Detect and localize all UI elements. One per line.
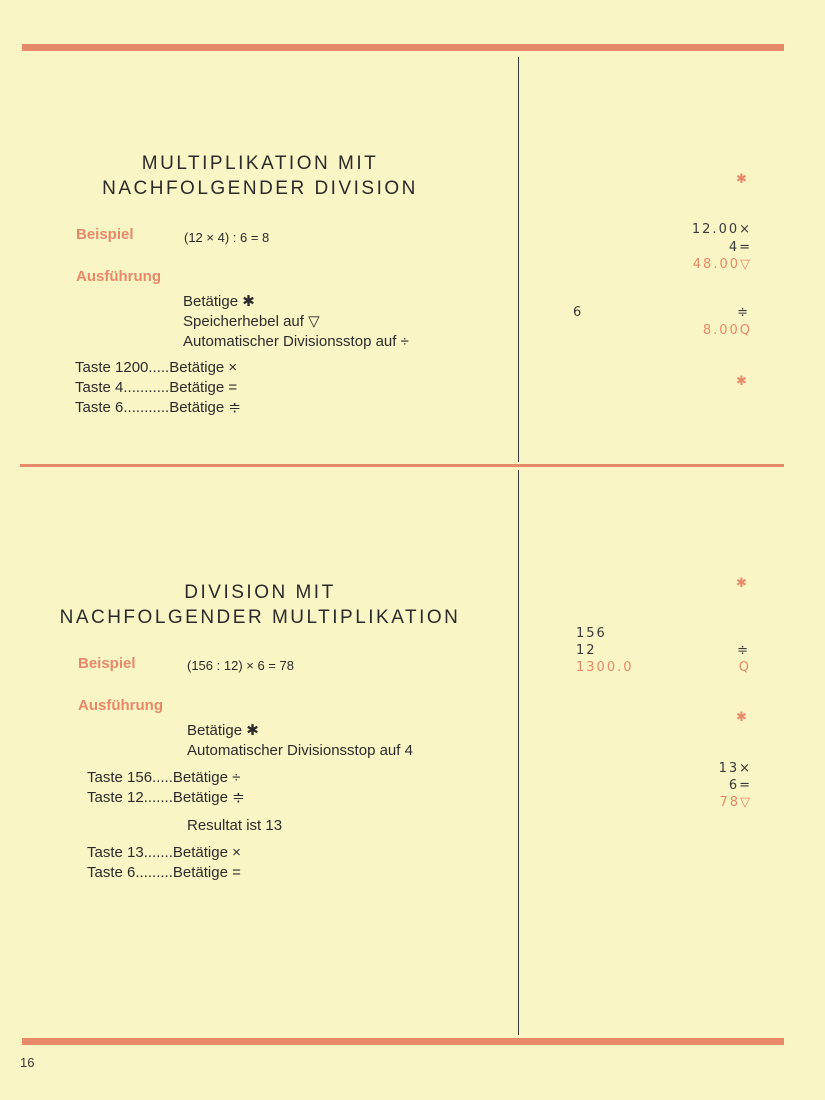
section1-step-4: Taste 1200.....Betätige × (75, 359, 238, 376)
section1-title (40, 151, 480, 201)
tape2-line-78: 78▽ (719, 795, 752, 810)
section2-step-1: Betätige ✱ (187, 722, 259, 739)
page-number: 16 (20, 1055, 35, 1070)
section2-example-label: Beispiel (78, 655, 136, 672)
section2-example-formula: (156 : 12) × 6 = 78 (187, 658, 294, 673)
tape2-star-icon-2: ✱ (736, 710, 749, 725)
section2-step-7: Taste 6.........Betätige = (87, 864, 241, 881)
section1-step-6: Taste 6...........Betätige ≑ (75, 399, 241, 416)
section1-title-line1: MULTIPLIKATION MIT (141, 153, 379, 174)
section2-step-5: Resultat ist 13 (187, 817, 283, 834)
tape2-div-sign: ≑ (737, 643, 750, 658)
section2-step-4: Taste 12.......Betätige ≑ (87, 789, 245, 806)
tape1-div-sign: ≑ (737, 305, 750, 320)
section2-title-line1: DIVISION MIT (184, 582, 336, 603)
tape1-left-6: 6 (573, 305, 584, 320)
middle-rule (20, 464, 784, 467)
section2-step-2: Automatischer Divisionsstop auf 4 (187, 742, 413, 759)
top-rule (22, 44, 784, 51)
tape2-line-156: 156 (576, 626, 607, 641)
section1-example-label: Beispiel (76, 226, 134, 243)
tape1-line-800: 8.00Q (702, 323, 752, 338)
tape2-line-6: 6= (728, 778, 752, 793)
section1-execution-label: Ausführung (76, 268, 161, 285)
section1-step-3: Automatischer Divisionsstop auf ÷ (183, 333, 409, 350)
tape2-line-1300: 1300.0 (576, 660, 634, 675)
section2-execution-label: Ausführung (78, 697, 163, 714)
column-divider-bottom (518, 470, 519, 1035)
tape1-star-icon-2: ✱ (736, 374, 749, 389)
bottom-rule (22, 1038, 784, 1045)
section1-step-5: Taste 4...........Betätige = (75, 379, 238, 396)
tape1-line-1200: 12.00× (691, 222, 752, 237)
section1-step-1: Betätige ✱ (183, 293, 255, 310)
tape2-line-13: 13× (718, 761, 752, 776)
section1-title-line2: NACHFOLGENDER DIVISION (102, 178, 418, 199)
section2-step-3: Taste 156.....Betätige ÷ (87, 769, 241, 786)
tape1-star-icon: ✱ (736, 172, 749, 187)
tape1-line-4800: 48.00▽ (692, 257, 752, 272)
tape1-line-4: 4= (728, 240, 752, 255)
tape2-q: Q (738, 660, 751, 675)
column-divider-top (518, 57, 519, 462)
section2-title-line2: NACHFOLGENDER MULTIPLIKATION (59, 607, 461, 628)
tape2-star-icon: ✱ (736, 576, 749, 591)
tape2-line-12: 12 (576, 643, 597, 658)
section2-step-6: Taste 13.......Betätige × (87, 844, 241, 861)
section2-title (30, 580, 490, 630)
section1-example-formula: (12 × 4) : 6 = 8 (184, 230, 270, 245)
section1-step-2: Speicherhebel auf ▽ (183, 313, 320, 330)
